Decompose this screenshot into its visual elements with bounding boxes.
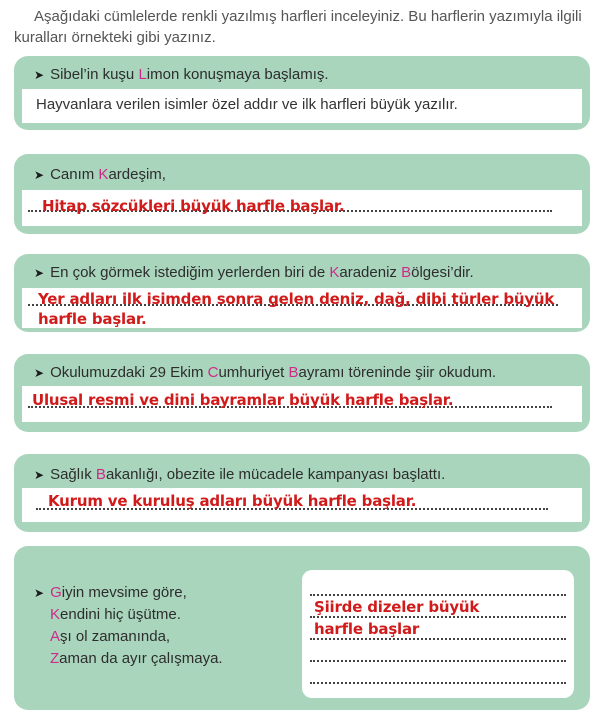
dotted-line — [310, 638, 566, 640]
arrow-icon: ➤ — [34, 168, 45, 182]
sentence-text: En çok görmek istediğim yerlerden biri de — [50, 264, 330, 281]
arrow-icon: ➤ — [34, 68, 45, 82]
arrow-icon: ➤ — [34, 586, 45, 600]
handwritten-answer-5: Kurum ve kuruluş adları büyük harfle başlar. — [48, 492, 417, 510]
sentence-text: iyin mevsime göre, — [61, 584, 187, 601]
sentence-text: umhuriyet — [218, 364, 289, 381]
answer-area-1 — [22, 89, 582, 123]
handwritten-answer-6-line1: Şiirde dizeler büyük — [314, 598, 480, 616]
answer-area-3[interactable] — [22, 288, 582, 328]
handwritten-answer-3-line2: harfle başlar. — [38, 310, 147, 328]
sentence-text: ayramı töreninde şiir okudum. — [298, 364, 497, 381]
poem-line-1 — [34, 582, 223, 604]
sentence-text: aman da ayır çalışmaya. — [59, 650, 223, 667]
exercise-box-6 — [14, 546, 590, 710]
sentence-1 — [34, 66, 329, 83]
exercise-box-1 — [14, 56, 590, 130]
dotted-line — [310, 616, 566, 618]
exercise-box-2 — [14, 154, 590, 234]
handwritten-answer-3-line1: Yer adları ilk isimden sonra gelen deniz, dağ, dibi türler büyük — [38, 290, 555, 308]
poem-line-3 — [34, 626, 223, 648]
dotted-line — [310, 660, 566, 662]
exercise-box-4 — [14, 354, 590, 432]
highlighted-letter: Z — [50, 650, 60, 667]
sentence-text: Okulumuzdaki 29 Ekim — [50, 364, 208, 381]
dotted-line — [310, 594, 566, 596]
sentence-text: Sibel’in kuşu — [50, 66, 139, 83]
arrow-icon: ➤ — [34, 468, 45, 482]
sentence-5 — [34, 466, 445, 483]
sentence-3 — [34, 264, 474, 281]
sentence-text: Sağlık — [50, 466, 96, 483]
highlighted-letter: B — [95, 466, 106, 483]
poem-line-4 — [34, 648, 223, 670]
dotted-line — [310, 682, 566, 684]
handwritten-answer-2: Hitap sözcükleri büyük harfle başlar. — [42, 197, 345, 215]
answer-area-2[interactable] — [22, 190, 582, 226]
highlighted-letter: K — [50, 606, 61, 623]
highlighted-letter: C — [207, 364, 219, 381]
highlighted-letter: A — [50, 628, 61, 645]
handwritten-answer-6-line2: harfle başlar — [314, 620, 420, 638]
exercise-box-5 — [14, 454, 590, 532]
poem-line-2 — [34, 604, 223, 626]
answer-area-4[interactable] — [22, 386, 582, 422]
sentence-text: Canım — [50, 166, 99, 183]
highlighted-letter: K — [98, 166, 109, 183]
highlighted-letter: L — [138, 66, 147, 83]
sentence-text: imon konuşmaya başlamış. — [146, 66, 329, 83]
poem — [34, 582, 223, 670]
highlighted-letter: B — [401, 264, 412, 281]
highlighted-letter: G — [50, 584, 62, 601]
sentence-text: endini hiç üşütme. — [60, 606, 181, 623]
exercise-box-3 — [14, 254, 590, 332]
sentence-text: şı ol zamanında, — [60, 628, 171, 645]
highlighted-letter: K — [329, 264, 340, 281]
sentence-text: ardeşim, — [108, 166, 166, 183]
sentence-4 — [34, 364, 496, 381]
poem-answer-area[interactable] — [302, 570, 574, 698]
arrow-icon: ➤ — [34, 366, 45, 380]
handwritten-answer-4: Ulusal resmi ve dini bayramlar büyük harfle başlar. — [32, 391, 454, 409]
answer-text-1: Hayvanlara verilen isimler özel addır ve ilk harfleri büyük yazılır. — [36, 96, 458, 113]
arrow-icon: ➤ — [34, 266, 45, 280]
highlighted-letter: B — [288, 364, 299, 381]
sentence-text: ölgesi’dir. — [411, 264, 474, 281]
answer-area-5[interactable] — [22, 488, 582, 522]
instruction-text: Aşağıdaki cümlelerde renkli yazılmış harfleri inceleyiniz. Bu harflerin yazımıyla ilgili kuralları örnekteki gibi yazınız. — [14, 8, 582, 46]
sentence-2 — [34, 166, 166, 183]
sentence-text: aradeniz — [339, 264, 402, 281]
sentence-text: akanlığı, obezite ile mücadele kampanyası başlattı. — [105, 466, 446, 483]
